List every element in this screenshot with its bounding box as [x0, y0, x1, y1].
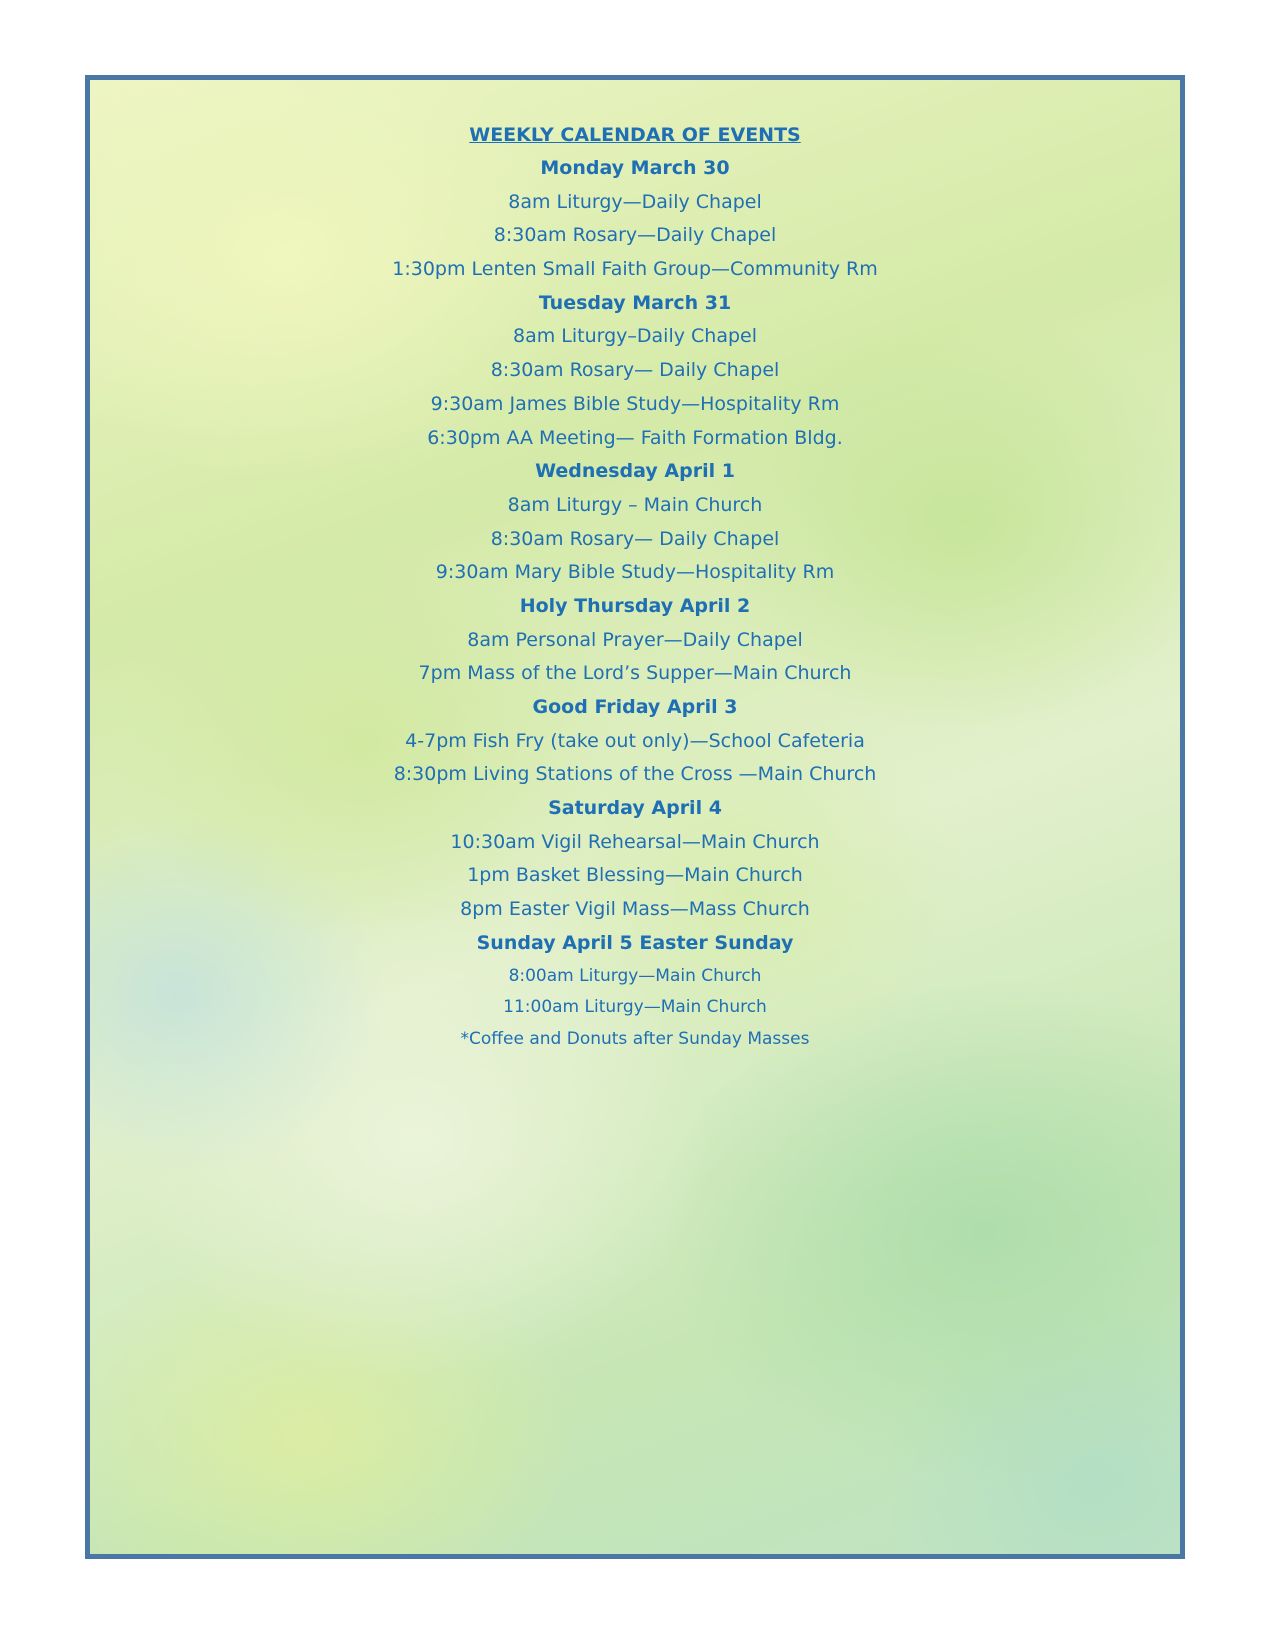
event-item: 8:30am Rosary— Daily Chapel — [490, 359, 780, 382]
event-item: 8am Liturgy – Main Church — [507, 493, 763, 516]
watercolor-frame — [85, 75, 1185, 1559]
event-item: 8:30pm Living Stations of the Cross —Main Church — [393, 763, 877, 786]
event-item: 10:30am Vigil Rehearsal—Main Church — [450, 830, 820, 853]
event-item: 1:30pm Lenten Small Faith Group—Community Rm — [392, 258, 878, 281]
event-item: 8am Liturgy—Daily Chapel — [508, 190, 762, 213]
day-heading-easter-sunday: Sunday April 5 Easter Sunday — [476, 931, 794, 954]
event-item: 4-7pm Fish Fry (take out only)—School Cafeteria — [405, 729, 865, 752]
event-item: 8:00am Liturgy—Main Church — [508, 965, 762, 986]
calendar-title: WEEKLY CALENDAR OF EVENTS — [469, 124, 801, 146]
day-heading-wednesday: Wednesday April 1 — [535, 460, 735, 483]
event-item: 8:30am Rosary— Daily Chapel — [490, 527, 780, 550]
event-item: 8:30am Rosary—Daily Chapel — [493, 224, 777, 247]
event-item: 8pm Easter Vigil Mass—Mass Church — [460, 898, 810, 921]
day-heading-tuesday: Tuesday March 31 — [538, 291, 732, 314]
day-heading-good-friday: Good Friday April 3 — [532, 696, 738, 718]
event-item: 1pm Basket Blessing—Main Church — [467, 864, 803, 887]
event-item: 8am Personal Prayer—Daily Chapel — [467, 628, 803, 651]
coffee-note: *Coffee and Donuts after Sunday Masses — [460, 1028, 810, 1049]
event-item: 11:00am Liturgy—Main Church — [503, 997, 767, 1017]
day-heading-holy-thursday: Holy Thursday April 2 — [519, 594, 751, 617]
event-item: 8am Liturgy–Daily Chapel — [512, 325, 757, 348]
event-item: 9:30am Mary Bible Study—Hospitality Rm — [435, 561, 835, 584]
event-item: 9:30am James Bible Study—Hospitality Rm — [430, 392, 840, 415]
day-heading-saturday: Saturday April 4 — [548, 797, 722, 820]
day-heading-monday: Monday March 30 — [540, 157, 730, 179]
title-row — [90, 118, 1180, 152]
event-item: 7pm Mass of the Lord’s Supper—Main Church — [418, 662, 852, 685]
calendar-content — [90, 118, 1180, 1055]
event-item: 6:30pm AA Meeting— Faith Formation Bldg. — [427, 426, 843, 449]
